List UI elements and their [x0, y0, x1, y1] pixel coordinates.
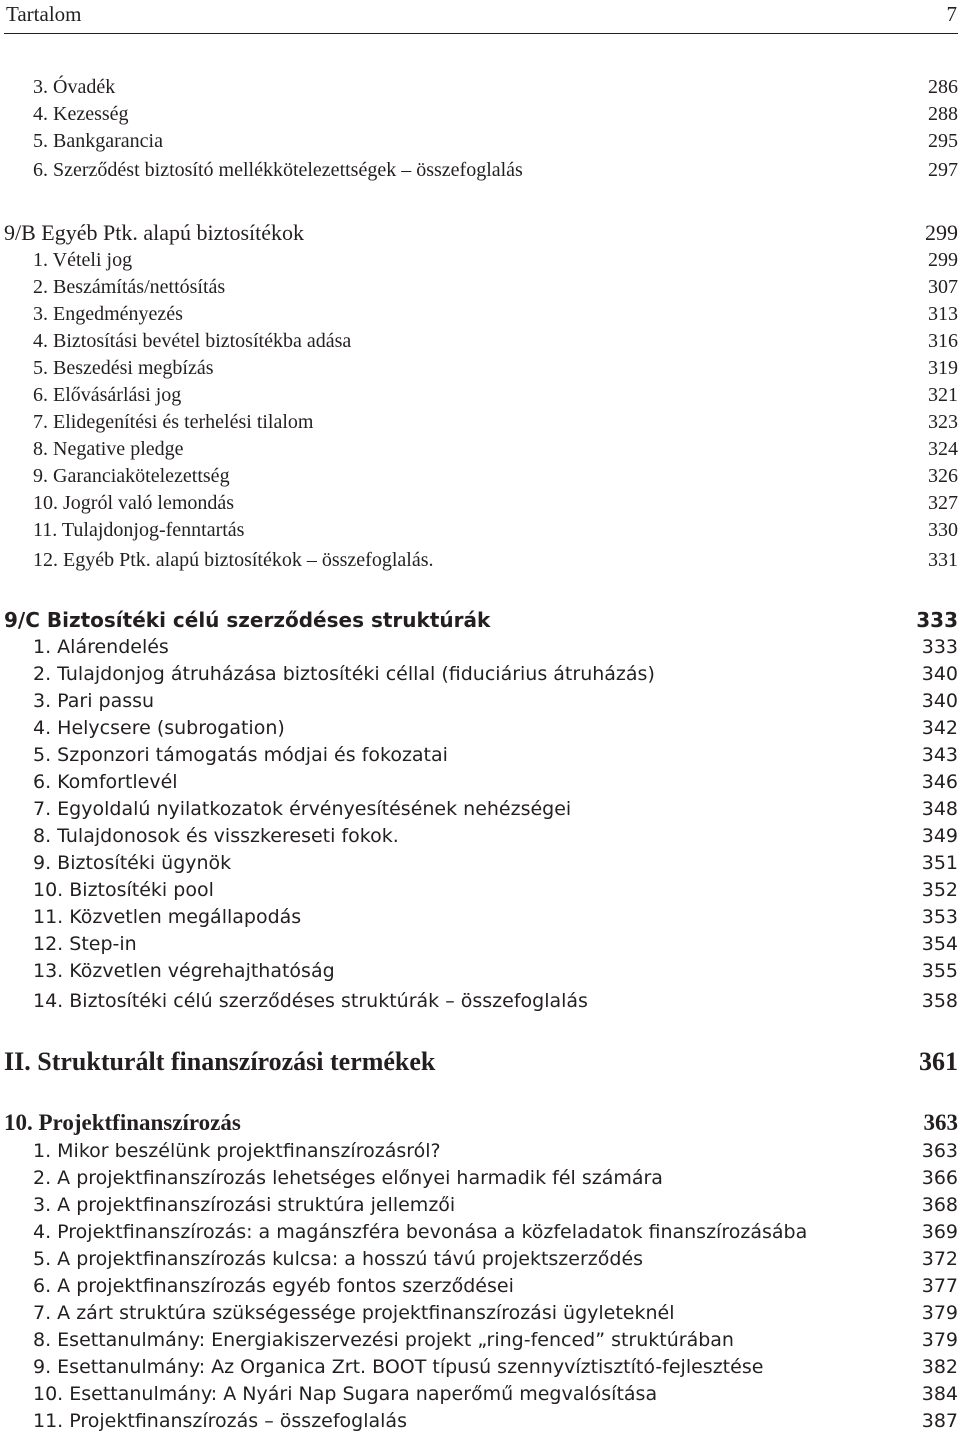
toc-entry-title: 2. Tulajdonjog átruházása biztosítéki céllal (fiduciárius átruházás)	[33, 663, 655, 685]
toc-entry-title: 2. A projektfinanszírozás lehetséges előnyei harmadik fél számára	[33, 1167, 663, 1189]
toc-entry	[0, 904, 960, 930]
toc-entry-page: 382	[921, 1356, 958, 1378]
toc-section-heading	[0, 607, 960, 633]
toc-entry-title: 9. Biztosítéki ügynök	[33, 852, 232, 874]
toc-entry-title: 6. A projektfinanszírozás egyéb fontos szerződései	[33, 1275, 514, 1297]
toc-entry-title: 4. Helycsere (subrogation)	[33, 717, 285, 739]
toc-entry-title: 9/C Biztosítéki célú szerződéses struktúrák	[4, 608, 491, 632]
toc-entry-title: 14. Biztosítéki célú szerződéses struktúrák – összefoglalás	[33, 990, 588, 1012]
toc-entry	[0, 1192, 960, 1218]
toc-entry-page: 379	[921, 1329, 958, 1351]
toc-entry-page: 369	[921, 1221, 958, 1243]
toc-entry-title: 7. A zárt struktúra szükségessége projektfinanszírozási ügyleteknél	[33, 1302, 675, 1324]
toc-entry-title: 13. Közvetlen végrehajthatóság	[33, 960, 335, 982]
toc-entry	[0, 547, 960, 573]
toc-entry-page: 355	[921, 960, 958, 982]
toc-entry	[0, 1408, 960, 1434]
toc-entry-page: 363	[921, 1140, 958, 1162]
toc-entry-title: 2. Beszámítás/nettósítás	[33, 276, 226, 298]
toc-entry-title: 5. Szponzori támogatás módjai és fokozatai	[33, 744, 448, 766]
toc-entry-title: 8. Tulajdonosok és visszkereseti fokok.	[33, 825, 399, 847]
toc-entry	[0, 796, 960, 822]
toc-entry-page: 316	[928, 330, 958, 352]
toc-entry-title: 4. Biztosítási bevétel biztosítékba adása	[33, 330, 352, 352]
toc-entry	[0, 157, 960, 183]
toc-entry	[0, 490, 960, 516]
running-header	[0, 0, 960, 32]
toc-entry-page: 299	[928, 249, 958, 271]
toc-entry	[0, 1354, 960, 1380]
toc-entry	[0, 931, 960, 957]
toc-entry-title: 3. Engedményezés	[33, 303, 183, 325]
toc-entry-page: 299	[925, 220, 958, 245]
toc-entry-page: 363	[923, 1110, 958, 1135]
toc-entry-page: 313	[928, 303, 958, 325]
toc-entry	[0, 1219, 960, 1245]
toc-entry	[0, 715, 960, 741]
toc-entry	[0, 823, 960, 849]
toc-entry-page: 353	[921, 906, 958, 928]
toc-entry-page: 361	[919, 1047, 958, 1076]
toc-entry-page: 343	[921, 744, 958, 766]
toc-entry	[0, 301, 960, 327]
toc-section-heading	[0, 220, 960, 246]
toc-entry-page: 330	[928, 519, 958, 541]
toc-entry-title: 3. Óvadék	[33, 76, 116, 98]
toc-entry-title: 3. A projektfinanszírozási struktúra jellemzői	[33, 1194, 456, 1216]
toc-entry	[0, 1300, 960, 1326]
toc-entry	[0, 1165, 960, 1191]
toc-entry	[0, 661, 960, 687]
toc-entry-title: 10. Biztosítéki pool	[33, 879, 214, 901]
toc-entry	[0, 517, 960, 543]
toc-entry-page: 387	[921, 1410, 958, 1432]
toc-entry-title: 9/B Egyéb Ptk. alapú biztosítékok	[4, 220, 305, 245]
toc-entry	[0, 463, 960, 489]
toc-entry-page: 319	[928, 357, 958, 379]
toc-entry-title: 1. Alárendelés	[33, 636, 169, 658]
toc-entry	[0, 355, 960, 381]
toc-entry-page: 358	[921, 990, 958, 1012]
toc-entry-page: 352	[921, 879, 958, 901]
toc-entry-title: 3. Pari passu	[33, 690, 155, 712]
toc-entry-page: 354	[921, 933, 958, 955]
toc-entry	[0, 634, 960, 660]
toc-entry-page: 326	[928, 465, 958, 487]
toc-entry-page: 288	[928, 103, 958, 125]
toc-entry-title: 7. Elidegenítési és terhelési tilalom	[33, 411, 314, 433]
toc-entry	[0, 436, 960, 462]
toc-entry-title: 12. Egyéb Ptk. alapú biztosítékok – összefoglalás.	[33, 549, 434, 571]
toc-entry	[0, 988, 960, 1014]
toc-entry-page: 340	[921, 663, 958, 685]
toc-entry	[0, 742, 960, 768]
toc-entry	[0, 1381, 960, 1407]
toc-entry-title: 10. Esettanulmány: A Nyári Nap Sugara naperőmű megvalósítása	[33, 1383, 658, 1405]
toc-entry-title: 10. Jogról való lemondás	[33, 492, 235, 514]
toc-entry-title: 12. Step-in	[33, 933, 137, 955]
toc-entry-title: 8. Negative pledge	[33, 438, 184, 460]
toc-entry-page: 323	[928, 411, 958, 433]
toc-entry-title: 11. Tulajdonjog-fenntartás	[33, 519, 245, 541]
toc-entry-page: 346	[921, 771, 958, 793]
header-title: Tartalom	[6, 2, 82, 26]
toc-entry-page: 333	[921, 636, 958, 658]
toc-entry-title: 5. A projektfinanszírozás kulcsa: a hosszú távú projektszerződés	[33, 1248, 644, 1270]
toc-entry	[0, 247, 960, 273]
toc-entry-page: 384	[921, 1383, 958, 1405]
toc-entry	[0, 328, 960, 354]
toc-entry-title: 9. Garanciakötelezettség	[33, 465, 230, 487]
toc-entry-page: 377	[921, 1275, 958, 1297]
toc-entry	[0, 877, 960, 903]
toc-entry-title: 6. Elővásárlási jog	[33, 384, 182, 406]
toc-entry	[0, 1327, 960, 1353]
toc-entry-title: 4. Kezesség	[33, 103, 129, 125]
toc-entry-title: 10. Projektfinanszírozás	[4, 1110, 241, 1135]
toc-entry-title: 11. Közvetlen megállapodás	[33, 906, 302, 928]
toc-entry	[0, 769, 960, 795]
toc-section-heading	[0, 1110, 960, 1136]
toc-part-heading	[0, 1049, 960, 1075]
toc-entry-page: 368	[921, 1194, 958, 1216]
toc-entry-page: 327	[928, 492, 958, 514]
toc-entry-page: 372	[921, 1248, 958, 1270]
toc-entry-page: 307	[928, 276, 958, 298]
toc-entry	[0, 958, 960, 984]
toc-entry-title: 1. Mikor beszélünk projektfinanszírozásról?	[33, 1140, 441, 1162]
toc-entry-page: 331	[928, 549, 958, 571]
toc-entry-page: 321	[928, 384, 958, 406]
toc-entry	[0, 382, 960, 408]
toc-entry	[0, 128, 960, 154]
toc-entry	[0, 101, 960, 127]
toc-entry-page: 324	[928, 438, 958, 460]
header-rule	[4, 33, 958, 34]
toc-entry-page: 348	[921, 798, 958, 820]
toc-entry-page: 366	[921, 1167, 958, 1189]
header-page-number: 7	[946, 2, 957, 26]
toc-entry-title: 5. Beszedési megbízás	[33, 357, 214, 379]
toc-entry-title: II. Strukturált finanszírozási termékek	[4, 1047, 436, 1076]
toc-entry-page: 351	[921, 852, 958, 874]
toc-entry-title: 6. Komfortlevél	[33, 771, 178, 793]
toc-entry	[0, 688, 960, 714]
toc-entry-page: 286	[928, 76, 958, 98]
toc-entry-title: 4. Projektfinanszírozás: a magánszféra bevonása a közfeladatok finanszírozásába	[33, 1221, 808, 1243]
toc-entry-title: 7. Egyoldalú nyilatkozatok érvényesítésének nehézségei	[33, 798, 572, 820]
toc-entry-title: 9. Esettanulmány: Az Organica Zrt. BOOT típusú szennyvíztisztító-fejlesztése	[33, 1356, 764, 1378]
toc-entry-title: 5. Bankgarancia	[33, 130, 163, 152]
toc-entry	[0, 409, 960, 435]
toc-entry-page: 340	[921, 690, 958, 712]
toc-entry-title: 11. Projektfinanszírozás – összefoglalás	[33, 1410, 407, 1432]
toc-entry-page: 349	[921, 825, 958, 847]
toc-entry	[0, 274, 960, 300]
toc-entry-title: 1. Vételi jog	[33, 249, 133, 271]
toc-entry-title: 8. Esettanulmány: Energiakiszervezési projekt „ring-fenced” struktúrában	[33, 1329, 734, 1351]
toc-entry-page: 297	[928, 159, 958, 181]
toc-entry	[0, 1246, 960, 1272]
toc-entry	[0, 1273, 960, 1299]
toc-entry-page: 342	[921, 717, 958, 739]
toc-entry	[0, 1138, 960, 1164]
toc-entry-title: 6. Szerződést biztosító mellékkötelezettségek – összefoglalás	[33, 159, 523, 181]
toc-entry-page: 295	[928, 130, 958, 152]
toc-entry-page: 379	[921, 1302, 958, 1324]
toc-entry	[0, 74, 960, 100]
toc-entry-page: 333	[916, 608, 958, 632]
toc-entry	[0, 850, 960, 876]
